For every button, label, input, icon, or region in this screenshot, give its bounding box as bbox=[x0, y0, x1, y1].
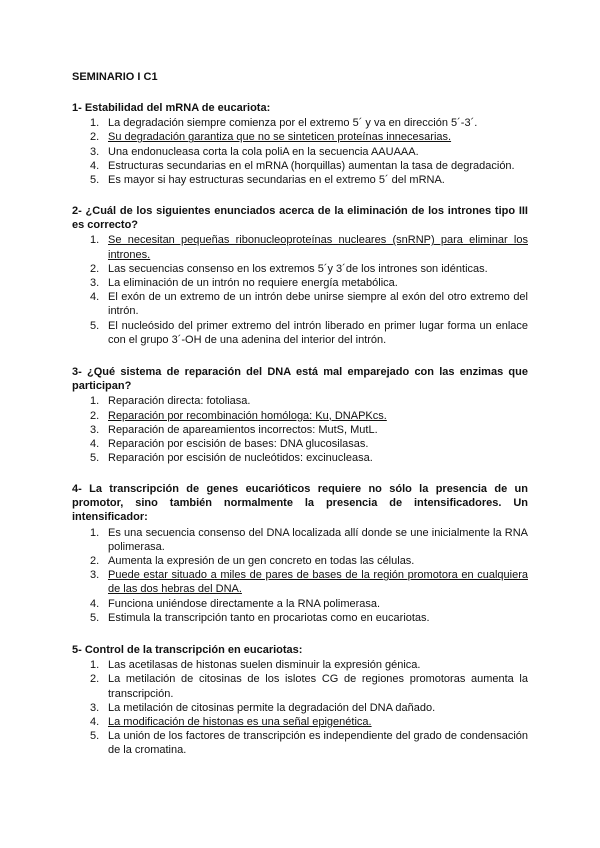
option-item bbox=[72, 597, 528, 611]
option-text: Reparación directa: fotoliasa. bbox=[108, 395, 251, 408]
option-number: 4. bbox=[90, 159, 100, 172]
option-item bbox=[72, 233, 528, 261]
option-text-correct: Reparación por recombinación homóloga: Ku, DNAPKcs. bbox=[108, 409, 387, 422]
question-2 bbox=[72, 204, 528, 347]
option-text: Las secuencias consenso en los extremos 5´y 3´de los intrones son idénticas. bbox=[108, 262, 488, 275]
option-item bbox=[72, 611, 528, 625]
option-item bbox=[72, 130, 528, 144]
question-heading: 2- ¿Cuál de los siguientes enunciados acerca de la eliminación de los intrones tipo III es correcto? bbox=[72, 205, 528, 232]
option-item bbox=[72, 701, 528, 715]
option-number: 4. bbox=[90, 438, 100, 451]
option-text: Reparación por escisión de bases: DNA glucosilasas. bbox=[108, 438, 369, 451]
option-number: 2. bbox=[90, 409, 100, 422]
option-text: El nucleósido del primer extremo del intrón liberado en primer lugar forma un enlace con el grupo 3´-OH de una adenina del interior del intrón. bbox=[108, 319, 528, 346]
option-number: 5. bbox=[90, 611, 100, 624]
option-item bbox=[72, 394, 528, 408]
option-number: 2. bbox=[90, 673, 100, 686]
option-text-correct: La modificación de histonas es una señal epigenética. bbox=[108, 716, 372, 729]
options-list bbox=[72, 526, 528, 625]
option-item bbox=[72, 423, 528, 437]
option-number: 4. bbox=[90, 291, 100, 304]
option-item bbox=[72, 526, 528, 554]
option-item bbox=[72, 276, 528, 290]
option-number: 3. bbox=[90, 569, 100, 582]
option-text: La eliminación de un intrón no requiere energía metabólica. bbox=[108, 277, 398, 290]
option-text-correct: Su degradación garantiza que no se sinteticen proteínas innecesarias. bbox=[108, 131, 452, 144]
option-item bbox=[72, 437, 528, 451]
option-number: 4. bbox=[90, 597, 100, 610]
question-heading: 1- Estabilidad del mRNA de eucariota: bbox=[72, 102, 271, 114]
option-text: La degradación siempre comienza por el extremo 5´ y va en dirección 5´-3´. bbox=[108, 117, 478, 130]
option-item bbox=[72, 554, 528, 568]
option-number: 5. bbox=[90, 452, 100, 465]
option-item bbox=[72, 568, 528, 596]
option-text: Es mayor si hay estructuras secundarias en el extremo 5´ del mRNA. bbox=[108, 174, 445, 187]
question-heading: 3- ¿Qué sistema de reparación del DNA está mal emparejado con las enzimas que participan? bbox=[72, 366, 528, 393]
option-number: 2. bbox=[90, 262, 100, 275]
option-item bbox=[72, 173, 528, 187]
option-number: 1. bbox=[90, 117, 100, 130]
option-item bbox=[72, 145, 528, 159]
option-number: 1. bbox=[90, 526, 100, 539]
option-item bbox=[72, 729, 528, 757]
option-number: 5. bbox=[90, 174, 100, 187]
option-number: 1. bbox=[90, 659, 100, 672]
option-text: Es una secuencia consenso del DNA localizada allí donde se une inicialmente la RNA polimerasa. bbox=[108, 526, 528, 553]
option-text: La unión de los factores de transcripción es independiente del grado de condensación de la cromatina. bbox=[108, 730, 528, 757]
option-item bbox=[72, 262, 528, 276]
option-text: La metilación de citosinas de los islotes CG de regiones promotoras aumenta la transcripción. bbox=[108, 673, 528, 700]
options-list bbox=[72, 116, 528, 187]
options-list bbox=[72, 658, 528, 757]
option-text: Funciona uniéndose directamente a la RNA polimerasa. bbox=[108, 597, 381, 610]
question-5 bbox=[72, 643, 528, 758]
option-text: El exón de un extremo de un intrón debe unirse siempre al exón del otro extremo del intrón. bbox=[108, 291, 528, 318]
document-title: SEMINARIO I C1 bbox=[72, 71, 158, 83]
option-text: Las acetilasas de histonas suelen disminuir la expresión génica. bbox=[108, 659, 421, 672]
option-number: 1. bbox=[90, 395, 100, 408]
question-heading: 5- Control de la transcripción en eucariotas: bbox=[72, 644, 303, 656]
option-item bbox=[72, 159, 528, 173]
option-number: 5. bbox=[90, 730, 100, 743]
option-text-correct: Puede estar situado a miles de pares de bases de la región promotora en cualquiera de las dos hebras del DNA. bbox=[108, 569, 528, 596]
option-number: 3. bbox=[90, 145, 100, 158]
options-list bbox=[72, 233, 528, 347]
option-text: Reparación de apareamientos incorrectos: MutS, MutL. bbox=[108, 423, 378, 436]
option-text: La metilación de citosinas permite la degradación del DNA dañado. bbox=[108, 701, 436, 714]
option-text: Aumenta la expresión de un gen concreto en todas las células. bbox=[108, 555, 415, 568]
question-1 bbox=[72, 101, 528, 187]
option-number: 2. bbox=[90, 555, 100, 568]
option-item bbox=[72, 409, 528, 423]
question-4 bbox=[72, 482, 528, 625]
option-item bbox=[72, 451, 528, 465]
option-number: 1. bbox=[90, 234, 100, 247]
question-heading: 4- La transcripción de genes eucarióticos requiere no sólo la presencia de un promotor, sino también normalmente la presencia de intensificadores. Un intensificador: bbox=[72, 483, 528, 524]
option-item bbox=[72, 116, 528, 130]
option-number: 3. bbox=[90, 423, 100, 436]
option-item bbox=[72, 672, 528, 700]
option-item bbox=[72, 658, 528, 672]
options-list bbox=[72, 394, 528, 465]
question-3 bbox=[72, 365, 528, 465]
option-number: 3. bbox=[90, 701, 100, 714]
option-item bbox=[72, 290, 528, 318]
option-text: Una endonucleasa corta la cola poliA en la secuencia AAUAAA. bbox=[108, 145, 419, 158]
option-number: 4. bbox=[90, 716, 100, 729]
option-text-correct: Se necesitan pequeñas ribonucleoproteínas nucleares (snRNP) para eliminar los intrones. bbox=[108, 234, 528, 261]
option-number: 5. bbox=[90, 319, 100, 332]
option-item bbox=[72, 319, 528, 347]
option-text: Estructuras secundarias en el mRNA (horquillas) aumentan la tasa de degradación. bbox=[108, 159, 515, 172]
option-text: Reparación por escisión de nucleótidos: excinucleasa. bbox=[108, 452, 373, 465]
option-item bbox=[72, 715, 528, 729]
option-number: 3. bbox=[90, 277, 100, 290]
option-text: Estimula la transcripción tanto en procariotas como en eucariotas. bbox=[108, 611, 430, 624]
option-number: 2. bbox=[90, 131, 100, 144]
